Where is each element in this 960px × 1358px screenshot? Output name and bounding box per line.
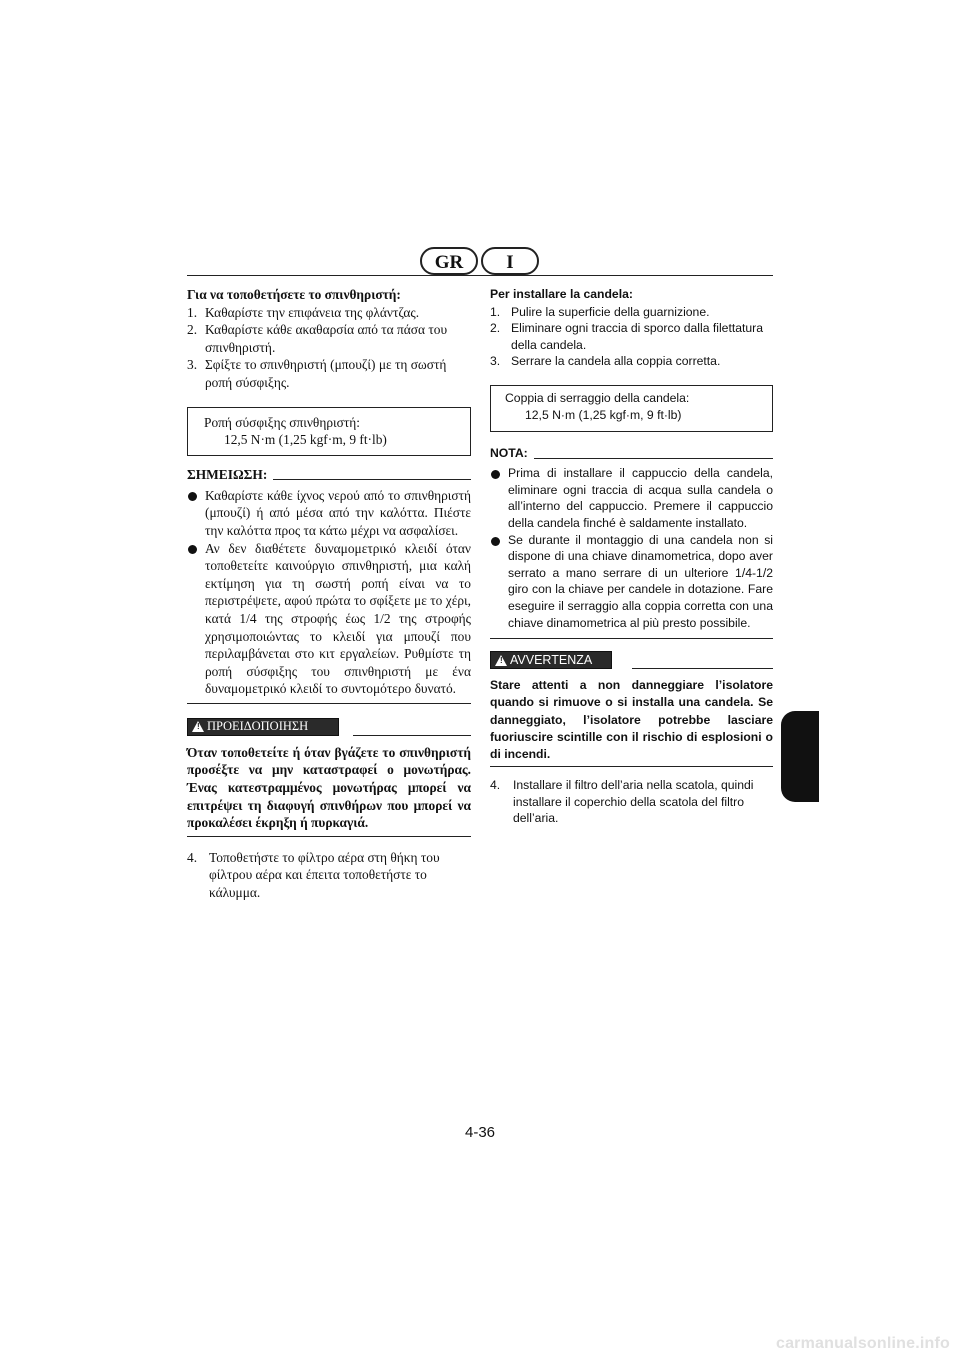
greek-step-3: 3. Σφίξτε το σπινθηριστή (μπουζί) με τη σωστή ροπή σύσφιξης. <box>187 357 447 390</box>
italian-note-item: Prima di installare il cappuccio della candela, eliminare ogni traccia di acqua sulla candela o all’interno del cappuccio. Premere il cappuccio della candela finché è saldamente installato. <box>490 465 773 531</box>
greek-note-item: Αν δεν διαθέτετε δυναμομετρικό κλειδί όταν τοποθετείτε καινούργιο σπινθηριστή, μια καλή εκτίμηση για τη σωστή ροπή είναι να το περιστρέψετε, αφού πρώτα το σφίξετε με το χέρι, κατά 1/4 της στροφής έως 1/2 της στροφής χρησιμοποιώντας το κλειδί για μπουζί που περιλαμβάνεται στο κιτ εργαλείων. Ρυθμίστε τη ροπή σύσφιξης του σπινθηριστή με ένα δυναμομετρικό κλειδί το συντομότερο δυνατό. <box>187 540 471 698</box>
italian-spec-value: 12,5 N·m (1,25 kgf·m, 9 ft·lb) <box>525 407 682 422</box>
italian-notes <box>490 465 773 631</box>
bullet-icon <box>188 545 197 554</box>
italian-step-4: 4. Installare il filtro dell’aria nella scatola, quindi installare il coperchio della scatola del filtro dell’aria. <box>490 778 754 826</box>
greek-note-end-rule <box>187 703 471 704</box>
bullet-icon <box>188 492 197 501</box>
greek-torque-spec-box <box>187 407 471 456</box>
greek-warning-end-rule <box>187 836 471 837</box>
language-badge-gr: GR <box>420 247 478 275</box>
greek-spec-label: Ροπή σύσφιξης σπινθηριστή: <box>204 414 360 430</box>
chapter-side-tab <box>781 711 819 802</box>
italian-warning-text: Stare attenti a non danneggiare l’isolatore quando si rimuove o si installa una candela. Se danneggiato, l’isolatore potrebbe lasciare fuoriuscire scintille con il rischio di esplosioni o di incendi. <box>490 678 773 761</box>
language-header <box>187 247 773 279</box>
italian-warning-label: AVVERTENZA <box>510 652 593 667</box>
greek-warning-label: ΠΡΟΕΙΔΟΠΟΙΗΣΗ <box>207 719 309 734</box>
italian-torque-spec-box <box>490 385 773 432</box>
warning-triangle-icon: ! <box>192 721 204 732</box>
greek-step-4-list <box>187 849 471 902</box>
italian-note-item: Se durante il montaggio di una candela non si dispone di una chiave dinamometrica, dopo aver serrato a mano serrare di un ulteriore 1/4-1/2 giro con la chiave per candele in dotazione. Fare eseguire il serraggio alla coppia corretta con una chiave dinamometrica al più presto possibile. <box>490 532 773 632</box>
page-number: 4-36 <box>464 1124 496 1141</box>
header-rule <box>187 275 773 276</box>
italian-warning-header <box>490 651 773 673</box>
italian-warning-tag <box>490 651 612 669</box>
greek-step-2: 2. Καθαρίστε κάθε ακαθαρσία από τα πάσα του σπινθηριστή. <box>187 322 448 355</box>
greek-note-label: ΣΗΜΕΙΩΣΗ: <box>187 467 273 482</box>
greek-steps <box>187 304 471 392</box>
italian-step-2: 2. Eliminare ogni traccia di sporco dalla filettatura della candela. <box>490 321 763 352</box>
greek-note-header <box>187 466 471 484</box>
italian-note-header <box>490 445 773 463</box>
greek-note-item: Καθαρίστε κάθε ίχνος νερού από το σπινθηριστή (μπουζί) ή από μέσα από την καλόττα. Πιέστε την καλόττα προς τα κάτω μέχρι να ασφαλίσει. <box>187 487 471 540</box>
italian-heading: Per installare la candela: <box>490 287 633 301</box>
italian-warning-end-rule <box>490 766 773 767</box>
greek-warning-tag <box>187 718 339 736</box>
greek-notes <box>187 487 471 698</box>
warning-triangle-icon: ! <box>495 655 507 666</box>
italian-step-3: 3. Serrare la candela alla coppia corretta. <box>490 354 721 369</box>
italian-step-4-list <box>490 777 773 827</box>
italian-note-end-rule <box>490 638 773 639</box>
greek-warning-text: Όταν τοποθετείτε ή όταν βγάζετε το σπινθηριστή προσέξτε να μην καταστραφεί ο μονωτήρας. Ένας κατεστραμμένος μονωτήρας μπορεί να επιτρέψει τη διαφυγή σπινθήρων που μπορεί να προκαλέσει έκρηξη ή πυρκαγιά. <box>187 744 471 831</box>
greek-heading: Για να τοποθετήσετε το σπινθηριστή: <box>187 287 401 302</box>
italian-spec-label: Coppia di serraggio della candela: <box>505 390 690 405</box>
greek-step-1: 1. Καθαρίστε την επιφάνεια της φλάντζας. <box>187 304 420 320</box>
italian-note-label: NOTA: <box>490 446 534 460</box>
greek-column <box>187 286 471 902</box>
greek-warning-header <box>187 718 471 740</box>
language-badge-i: I <box>481 247 539 275</box>
greek-step-4: 4. Τοποθετήστε το φίλτρο αέρα στη θήκη του φίλτρου αέρα και έπειτα τοποθετήστε το κάλυμμα. <box>187 849 440 901</box>
watermark: carmanualsonline.info <box>775 1335 950 1352</box>
bullet-icon <box>491 537 500 546</box>
italian-step-1: 1. Pulire la superficie della guarnizione. <box>490 304 710 319</box>
italian-steps <box>490 304 773 370</box>
italian-column <box>490 286 773 827</box>
bullet-icon <box>491 470 500 479</box>
greek-spec-value: 12,5 N·m (1,25 kgf·m, 9 ft·lb) <box>224 432 387 448</box>
